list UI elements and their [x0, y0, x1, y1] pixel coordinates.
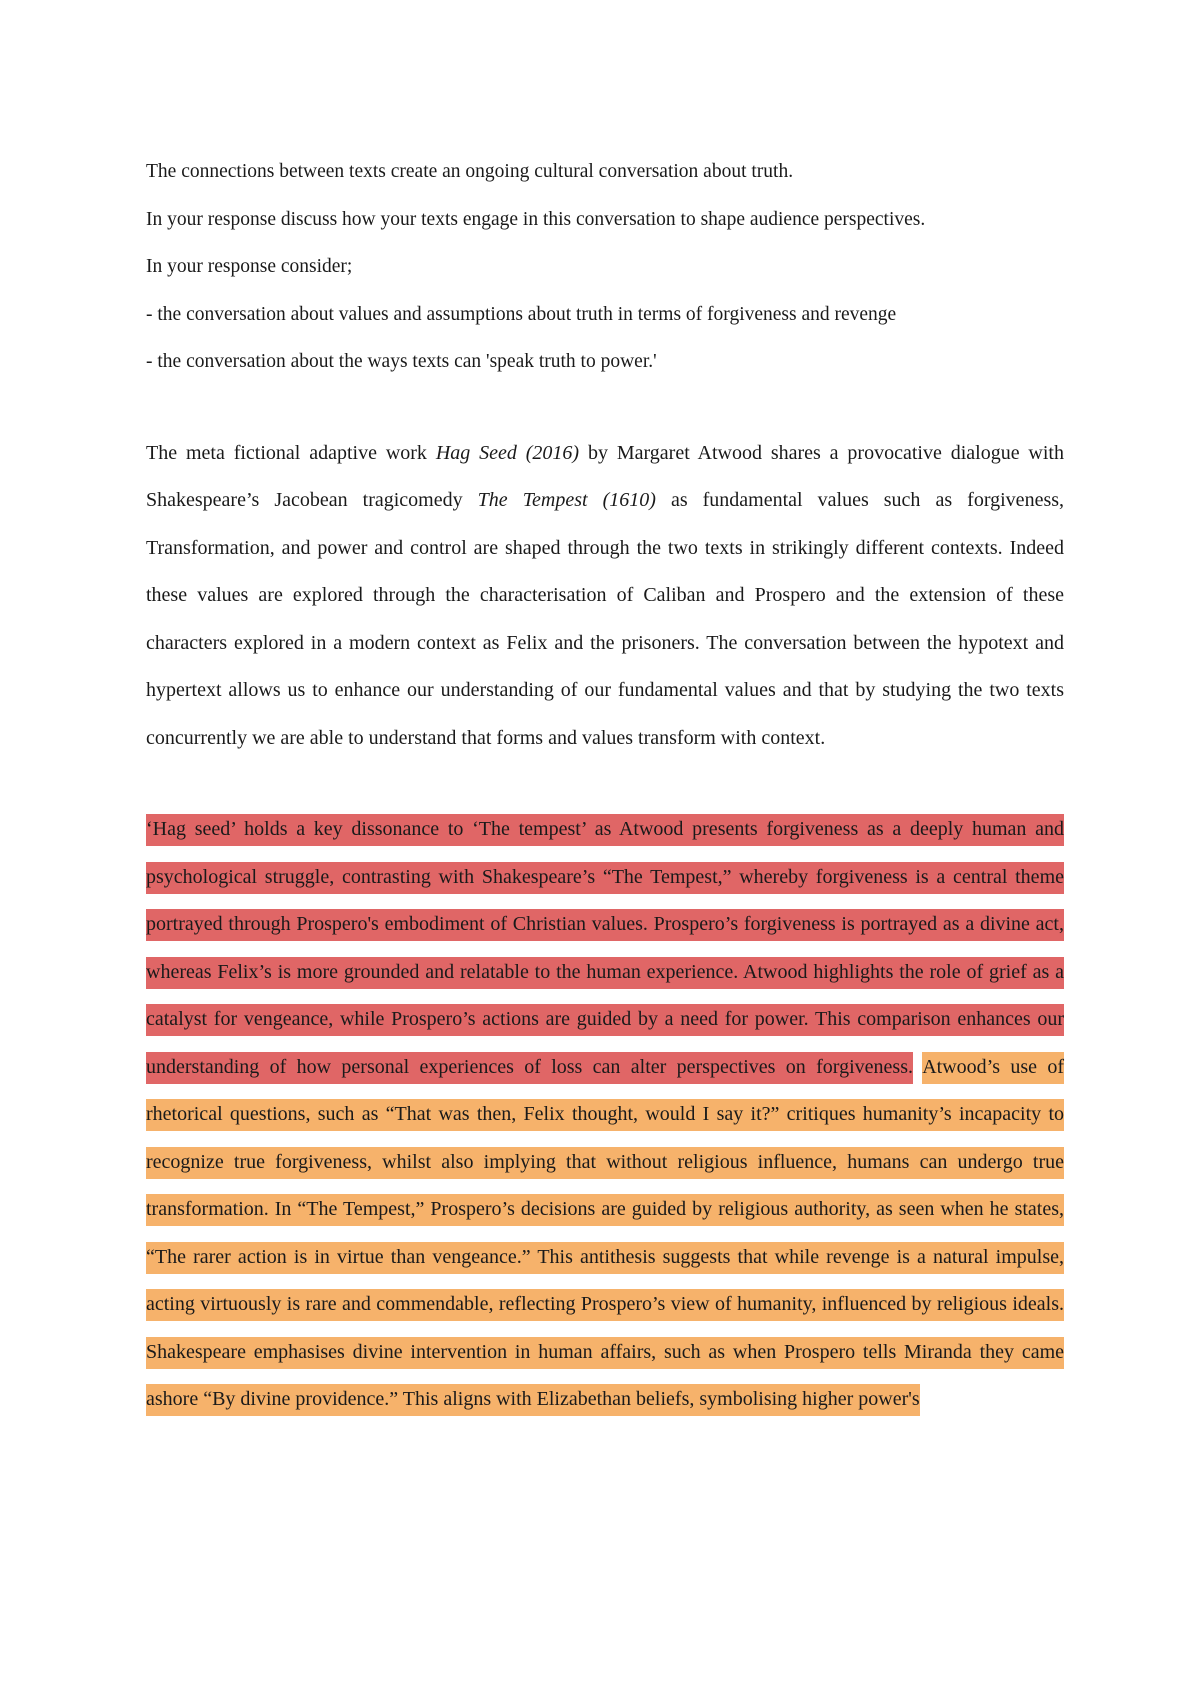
title-the-tempest: The Tempest (1610) — [477, 489, 656, 511]
intro-text: The meta fictional adaptive work — [146, 441, 436, 464]
body-paragraph — [146, 806, 1064, 1424]
essay-prompt — [146, 148, 1064, 386]
essay-body — [146, 430, 1064, 1424]
prompt-line: - the conversation about values and assumptions about truth in terms of forgiveness and revenge — [146, 303, 897, 325]
intro-text: by Margaret Atwood shares a provocative dialogue with Shakespeare’s Jacobean tragicomedy — [146, 441, 1064, 511]
highlight-red-text: ‘Hag seed’ holds a key dissonance to ‘The tempest’ as Atwood presents forgiveness as a deeply human and psychological struggle, contrasting with Shakespeare’s “The Tempest,” whereby forgiveness is a central theme portrayed through Prospero's embodiment of Christian values. Prospero’s forgiveness is portrayed as a divine act, whereas Felix’s is more grounded and relatable to the human experience. Atwood highlights the role of grief as a catalyst for vengeance, while Prospero’s actions are guided by a need for power. This comparison enhances our understanding of how personal experiences of loss can alter perspectives on forgiveness. — [146, 814, 1064, 1084]
prompt-line: The connections between texts create an ongoing cultural conversation about truth. — [146, 161, 794, 182]
prompt-line: In your response consider; — [146, 256, 353, 277]
highlight-orange-text: Atwood’s use of rhetorical questions, such as “That was then, Felix thought, would I say it?” critiques humanity’s incapacity to recognize true forgiveness, whilst also implying that without religious influence, humans can undergo true transformation. In “The Tempest,” Prospero’s decisions are guided by religious authority, as seen when he states, “The rarer action is in virtue than vengeance.” This antithesis suggests that while revenge is a natural impulse, acting virtuously is rare and commendable, reflecting Prospero’s view of humanity, influenced by religious ideals. Shakespeare emphasises divine intervention in human affairs, such as when Prospero tells Miranda they came ashore “By divine providence.” This aligns with Elizabethan beliefs, symbolising higher power's — [146, 1052, 1064, 1417]
introduction-paragraph — [146, 430, 1064, 763]
intro-text: as fundamental values such as forgiveness, Transformation, and power and control are shaped through the two texts in strikingly different contexts. Indeed these values are explored through the characterisation of Caliban and Prospero and the extension of these characters explored in a modern context as Felix and the prisoners. The conversation between the hypotext and hypertext allows us to enhance our understanding of our fundamental values and that by studying the two texts concurrently we are able to understand that forms and values transform with context. — [146, 489, 1065, 749]
prompt-line: - the conversation about the ways texts can 'speak truth to power.' — [146, 351, 657, 372]
title-hag-seed: Hag Seed (2016) — [435, 441, 580, 464]
prompt-line: In your response discuss how your texts engage in this conversation to shape audience perspectives. — [146, 208, 926, 230]
